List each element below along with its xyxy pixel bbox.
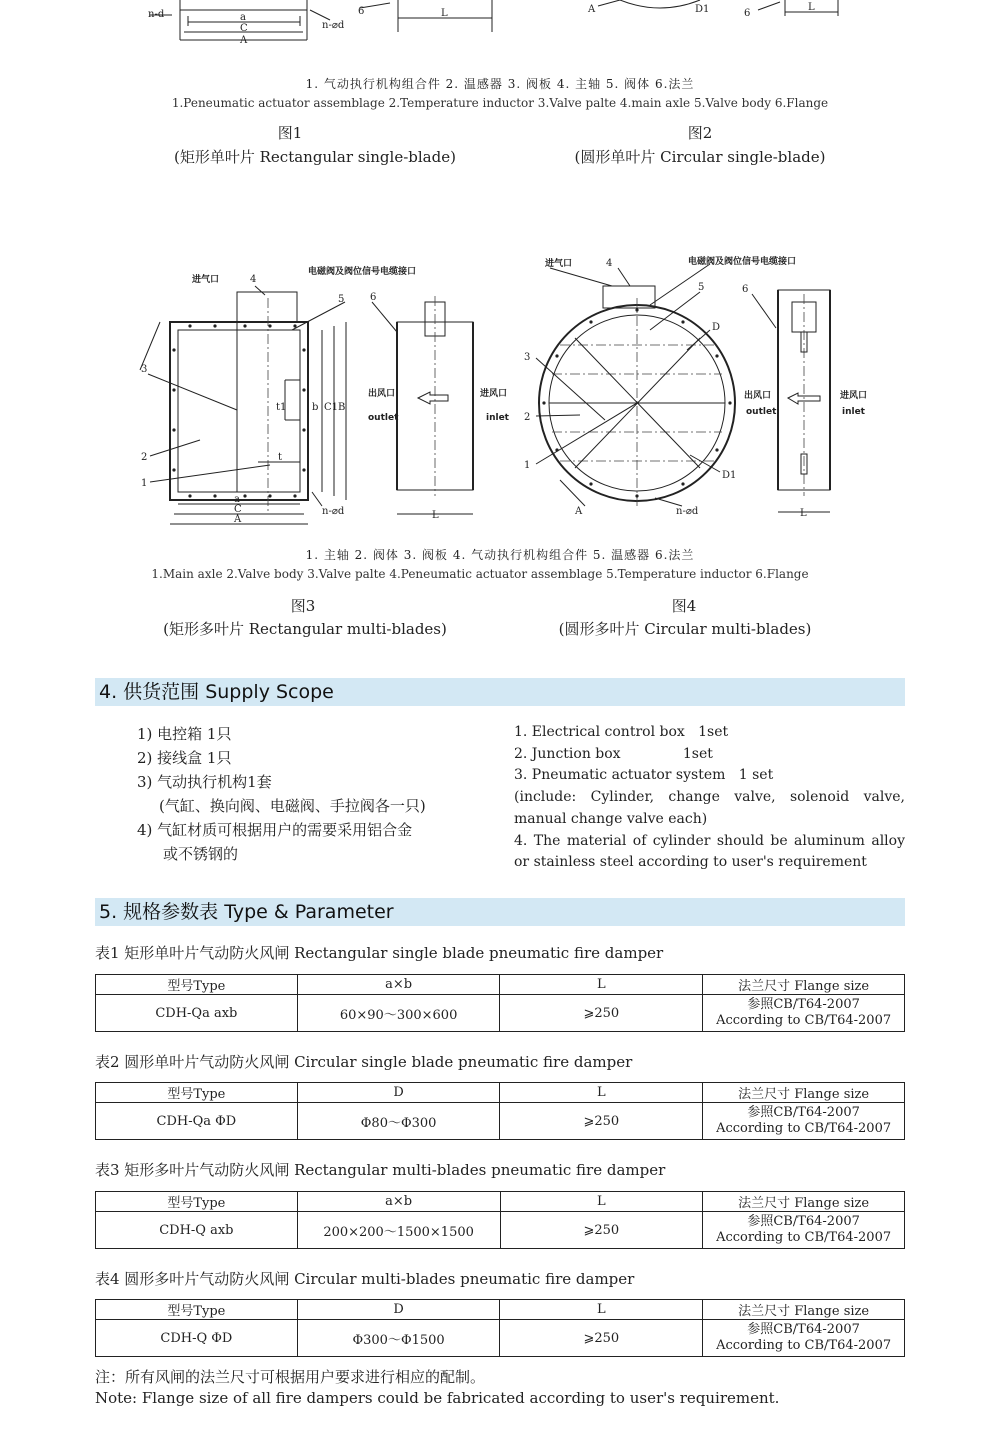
supply-en-item: 2. Junction box 1set xyxy=(514,745,713,762)
table3-header-size: a×b xyxy=(297,1192,500,1212)
fig3-l-label: L xyxy=(432,510,439,521)
fig2-a-label: A xyxy=(588,4,596,15)
fig4-c4-label: 4 xyxy=(606,258,613,269)
table4-header-l: L xyxy=(500,1300,703,1320)
fig3-n6-label: 6 xyxy=(370,292,377,303)
table4-cell-type: CDH-Q ΦD xyxy=(96,1320,298,1357)
table4-header-size: D xyxy=(297,1300,500,1320)
fig3-n5-label: 5 xyxy=(338,294,345,305)
supply-scope-heading: 4. 供货范围 Supply Scope xyxy=(95,678,905,706)
table2-cell-flange xyxy=(703,1103,905,1140)
table1-flange-en: According to CB/T64-2007 xyxy=(716,1013,892,1028)
fig4-cable-label: 电磁阀及阀位信号电缆接口 xyxy=(688,257,797,267)
fig4-inlet-label: 进气口 xyxy=(545,259,573,269)
fig2-caption: (圆形单叶片 Circular single-blade) xyxy=(574,148,826,166)
fig1-a-dim-label: A xyxy=(240,35,248,46)
supply-en-item: (include: Cylinder, change valve, solenoid valve, manual change valve each) xyxy=(514,789,905,827)
fig4-c3-label: 3 xyxy=(524,352,531,363)
bottom-legend-en: 1.Main axle 2.Valve body 3.Valve palte 4.Peneumatic actuator assemblage 5.Temperature inductor 6.Flange xyxy=(151,567,809,581)
fig3-n3-label: 3 xyxy=(141,364,148,375)
fig3-fig4-diagram xyxy=(0,250,1000,540)
table3-header-l: L xyxy=(500,1192,703,1212)
fig4-circle-view xyxy=(524,255,796,517)
supply-cn-item: 3) 气动执行机构1套 xyxy=(137,773,272,791)
fig4-nphid-label: n-⌀d xyxy=(676,506,699,517)
bottom-legend-cn: 1. 主轴 2. 阀体 3. 阀板 4. 气动执行机构组合件 5. 温感器 6.法兰 xyxy=(305,548,695,562)
fig4-c6-label: 6 xyxy=(742,284,749,295)
fig1-nphid-label: n-⌀d xyxy=(322,20,345,31)
fig3-aa-label: A xyxy=(234,514,242,525)
table4-cell-size: Φ300～Φ1500 xyxy=(297,1320,500,1357)
fig3-c1-label: C1 xyxy=(324,402,339,413)
supply-en-item: 4. The material of cylinder should be aluminum alloy or stainless steel according to user's requirement xyxy=(514,832,905,871)
supply-cn-item: 2) 接线盒 1只 xyxy=(137,749,232,767)
table3-flange-en: According to CB/T64-2007 xyxy=(716,1230,892,1245)
table4-header-flange: 法兰尺寸 Flange size xyxy=(703,1300,905,1320)
fig3-caption: (矩形多叶片 Rectangular multi-blades) xyxy=(163,620,447,638)
supply-cn-item: 1) 电控箱 1只 xyxy=(137,725,232,743)
fig4-caption: (圆形多叶片 Circular multi-blades) xyxy=(558,620,812,638)
fig3-inlet-air-cn: 进风口 xyxy=(480,389,508,399)
fig2-l-label: L xyxy=(808,2,815,13)
fig3-outlet-en: outlet xyxy=(368,413,399,423)
fig2-drawing xyxy=(587,0,838,19)
fig3-bb-label: B xyxy=(338,402,346,413)
fig1-number: 图1 xyxy=(277,124,303,142)
fig4-inlet-air-cn: 进风口 xyxy=(840,391,868,401)
supply-cn-item: 或不锈钢的 xyxy=(163,845,239,863)
fig4-c2-label: 2 xyxy=(524,412,531,423)
fig4-outlet-en: outlet xyxy=(746,407,777,417)
supply-en-item: 1. Electrical control box 1set xyxy=(514,724,729,740)
table2-header-l: L xyxy=(500,1083,703,1103)
type-parameter-heading: 5. 规格参数表 Type & Parameter xyxy=(95,898,905,926)
table1-flange-cn: 参照CB/T64-2007 xyxy=(747,997,860,1012)
fig4-l-label: L xyxy=(800,508,807,519)
fig3-nphid-label: n-⌀d xyxy=(322,506,345,517)
fig4-d-label: D xyxy=(712,322,721,333)
fig2-number: 图2 xyxy=(687,124,713,142)
table3-header-type: 型号Type xyxy=(96,1192,298,1212)
supply-en-list xyxy=(514,722,905,874)
fig3-c-label: C xyxy=(234,504,242,515)
table4-flange-en: According to CB/T64-2007 xyxy=(716,1338,892,1353)
table3-title: 表3 矩形多叶片气动防火风闸 Rectangular multi-blades pneumatic fire damper xyxy=(95,1161,666,1179)
table2-flange-cn: 参照CB/T64-2007 xyxy=(747,1105,860,1120)
table1-cell-l: ⩾250 xyxy=(500,995,703,1032)
fig3-n4-label: 4 xyxy=(250,274,257,285)
fig3-number: 图3 xyxy=(290,597,316,615)
note-en: Note: Flange size of all fire dampers could be fabricated according to user's requirement. xyxy=(95,1389,780,1407)
table4 xyxy=(95,1299,905,1357)
fig3-t1-label: t1 xyxy=(276,402,287,413)
table2-title: 表2 圆形单叶片气动防火风闸 Circular single blade pneumatic fire damper xyxy=(95,1053,633,1071)
supply-cn-item: 4) 气缸材质可根据用户的需要采用铝合金 xyxy=(137,821,413,839)
fig1-c-label: C xyxy=(240,23,248,34)
table3-cell-type: CDH-Q axb xyxy=(96,1212,298,1249)
fig3-inlet-label: 进气口 xyxy=(192,275,220,285)
table2-cell-l: ⩾250 xyxy=(500,1103,703,1140)
fig1-a-label: a xyxy=(240,12,246,23)
fig4-inlet-en: inlet xyxy=(842,407,865,417)
supply-cn-item: (气缸、换向阀、电磁阀、手拉阀各一只) xyxy=(159,797,426,815)
table2 xyxy=(95,1082,905,1140)
fig2-d1-label: D1 xyxy=(695,4,710,15)
fig3-outlet-cn: 出风口 xyxy=(368,389,396,399)
table4-header-type: 型号Type xyxy=(96,1300,298,1320)
fig4-c1-label: 1 xyxy=(524,460,531,471)
table1-cell-flange xyxy=(703,995,905,1032)
fig1-drawing xyxy=(148,0,492,46)
table3-header-flange: 法兰尺寸 Flange size xyxy=(703,1192,905,1212)
table3-cell-flange xyxy=(703,1212,905,1249)
fig4-a-label: A xyxy=(575,506,583,517)
table3 xyxy=(95,1191,905,1249)
fig4-side-view xyxy=(742,284,867,519)
fig3-n2-label: 2 xyxy=(141,452,148,463)
table1 xyxy=(95,974,905,1032)
table1-title: 表1 矩形单叶片气动防火风闸 Rectangular single blade pneumatic fire damper xyxy=(95,944,664,962)
table3-cell-size: 200×200～1500×1500 xyxy=(297,1212,500,1249)
table3-flange-cn: 参照CB/T64-2007 xyxy=(747,1214,860,1229)
fig1-fig2-diagram-remnant xyxy=(0,0,1000,70)
table4-cell-flange xyxy=(703,1320,905,1357)
fig3-inlet-en: inlet xyxy=(486,413,509,423)
table2-header-flange: 法兰尺寸 Flange size xyxy=(703,1083,905,1103)
fig4-outlet-cn: 出风口 xyxy=(744,391,772,401)
fig3-b-label: b xyxy=(312,402,319,413)
fig4-number: 图4 xyxy=(671,597,697,615)
table1-header-l: L xyxy=(500,975,703,995)
table1-cell-size: 60×90～300×600 xyxy=(297,995,500,1032)
supply-cn-list xyxy=(137,722,497,866)
fig3-t-label: t xyxy=(278,452,283,463)
table2-cell-size: Φ80～Φ300 xyxy=(297,1103,500,1140)
fig1-l-label: L xyxy=(441,8,448,19)
fig2-six-label: 6 xyxy=(744,8,751,19)
supply-en-item: 3. Pneumatic actuator system 1 set xyxy=(514,767,774,784)
table3-cell-l: ⩾250 xyxy=(500,1212,703,1249)
table1-header-type: 型号Type xyxy=(96,975,298,995)
fig1-six-label: 6 xyxy=(358,6,365,17)
table4-flange-cn: 参照CB/T64-2007 xyxy=(747,1322,860,1337)
table1-header-flange: 法兰尺寸 Flange size xyxy=(703,975,905,995)
fig4-d1-label: D1 xyxy=(722,470,737,481)
table1-cell-type: CDH-Qa axb xyxy=(96,995,298,1032)
fig1-caption: (矩形单叶片 Rectangular single-blade) xyxy=(174,148,456,166)
table1-header-size: a×b xyxy=(297,975,500,995)
top-legend-cn: 1. 气动执行机构组合件 2. 温感器 3. 阀板 4. 主轴 5. 阀体 6.法兰 xyxy=(305,77,695,91)
note-cn: 注：所有风闸的法兰尺寸可根据用户要求进行相应的配制。 xyxy=(95,1368,486,1386)
fig3-a-label: a xyxy=(234,494,240,505)
fig1-nd-label: n-d xyxy=(148,9,165,20)
fig4-c5-label: 5 xyxy=(698,282,705,293)
table2-flange-en: According to CB/T64-2007 xyxy=(716,1121,892,1136)
table4-title: 表4 圆形多叶片气动防火风闸 Circular multi-blades pneumatic fire damper xyxy=(95,1270,635,1288)
table4-cell-l: ⩾250 xyxy=(500,1320,703,1357)
fig3-cable-label: 电磁阀及阀位信号电缆接口 xyxy=(308,267,417,277)
table2-header-size: D xyxy=(297,1083,500,1103)
table2-header-type: 型号Type xyxy=(96,1083,298,1103)
table2-cell-type: CDH-Qa ΦD xyxy=(96,1103,298,1140)
fig3-n1-label: 1 xyxy=(141,478,148,489)
top-legend-en: 1.Peneumatic actuator assemblage 2.Temperature inductor 3.Valve palte 4.main axle 5.Valve body 6.Flange xyxy=(171,96,829,110)
fig3-side-view xyxy=(368,292,510,521)
